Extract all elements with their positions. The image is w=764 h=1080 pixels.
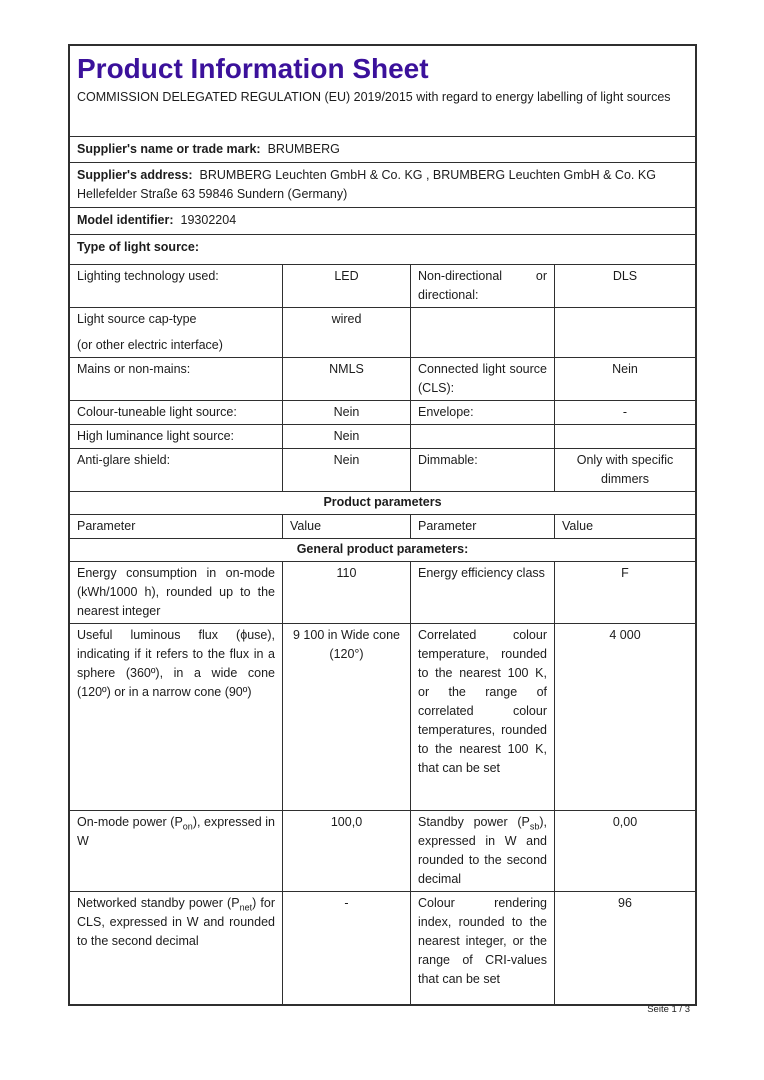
param-cell: Colour rendering index, rounded to the nearest integer, or the range of CRI-values that can be set [410,892,554,1004]
product-information-sheet [68,44,697,1006]
value-cell: Nein [282,401,410,424]
table-row-anti-glare [70,448,695,491]
param-cell: Connected light source (CLS): [410,358,554,400]
parameter-value-header-row [70,514,695,538]
cap-type-line2: (or other electric interface) [77,338,223,352]
table-row-cap-type [70,307,695,357]
value-cell: 0,00 [554,811,695,891]
column-header: Value [554,515,695,538]
param-cell: Envelope: [410,401,554,424]
value-cell: F [554,562,695,623]
param-cell: Networked standby power $(P_{net})$ for CLS, expressed in W and rounded to the second decimal [77,896,275,948]
column-header: Value [282,515,410,538]
table-row-lighting-technology [70,264,695,307]
model-identifier-row [70,207,695,234]
param-cell: Standby power $(P_{sb})$, expressed in W and rounded to the second decimal [410,811,554,891]
cap-type-line1: Light source cap-type [77,312,197,326]
table-row-mains [70,357,695,400]
param-cell: Dimmable: [410,449,554,491]
value-cell: Nein [282,449,410,491]
general-product-parameters-heading: General product parameters: [70,538,695,561]
column-header: Parameter [410,515,554,538]
value-cell: wired [282,308,410,357]
param-cell [70,308,282,357]
supplier-address-row [70,162,695,207]
type-of-light-source-label: Type of light source: [77,240,199,254]
table-row-networked-standby-power [70,891,695,1004]
param-cell: Anti-glare shield: [77,453,171,467]
value-cell [554,425,695,448]
supplier-name-label: Supplier's name or trade mark: [77,142,261,156]
value-cell: 100,0 [282,811,410,891]
param-cell: Energy efficiency class [410,562,554,623]
param-cell: High luminance light source: [77,429,235,443]
supplier-name-value: BRUMBERG [267,142,340,156]
page-footer: Seite 1 / 3 [647,1004,690,1015]
column-header: Parameter [77,519,136,533]
supplier-name-row [70,136,695,162]
param-cell: On-mode power $(P_{on})$, expressed in W [77,815,275,848]
param-cell: Correlated colour temperature, rounded to the nearest 100 K, or the range of correlated colour temperatures, rounded to the nearest 100 K, that can be set [410,624,554,810]
value-cell: LED [282,265,410,307]
value-cell: 96 [554,892,695,1004]
table-row-colour-tuneable [70,400,695,424]
title-block [70,46,695,136]
param-cell: Lighting technology used: [77,269,219,283]
regulation-subtitle: COMMISSION DELEGATED REGULATION (EU) 2019/2015 with regard to energy labelling of light sources [77,90,671,104]
value-cell: - [554,401,695,424]
table-row-on-mode-power [70,810,695,891]
value-cell: Only with specific dimmers [554,449,695,491]
value-cell: 4 000 [554,624,695,810]
type-of-light-source-row [70,234,695,264]
table-row-high-luminance [70,424,695,448]
param-cell [410,425,554,448]
value-cell: DLS [554,265,695,307]
value-cell: NMLS [282,358,410,400]
param-cell: Non-directional or directional: [410,265,554,307]
value-cell: 9 100 in Wide cone (120°) [282,624,410,810]
table-row-energy-consumption [70,561,695,623]
model-identifier-value: 19302204 [180,213,237,227]
param-cell: Useful luminous flux (ϕuse), indicating if it refers to the flux in a sphere (360º), in a wide cone (120º) or in a narrow cone (90º) [77,628,275,699]
value-cell: 110 [282,562,410,623]
value-cell: - [282,892,410,1004]
table-row-useful-luminous-flux [70,623,695,810]
supplier-address-label: Supplier's address: [77,168,193,182]
supplier-address-value: BRUMBERG Leuchten GmbH & Co. KG , BRUMBERG Leuchten GmbH & Co. KG Hellefelder Straße 63 59846 Sundern (Germany) [77,168,656,201]
model-identifier-label: Model identifier: [77,213,174,227]
value-cell [554,308,695,357]
page-title: Product Information Sheet [77,53,429,84]
param-cell: Colour-tuneable light source: [77,405,237,419]
param-cell: Energy consumption in on-mode (kWh/1000 h), rounded up to the nearest integer [77,566,275,618]
param-cell [410,308,554,357]
param-cell: Mains or non-mains: [77,362,191,376]
value-cell: Nein [282,425,410,448]
product-parameters-heading: Product parameters [70,491,695,514]
value-cell: Nein [554,358,695,400]
